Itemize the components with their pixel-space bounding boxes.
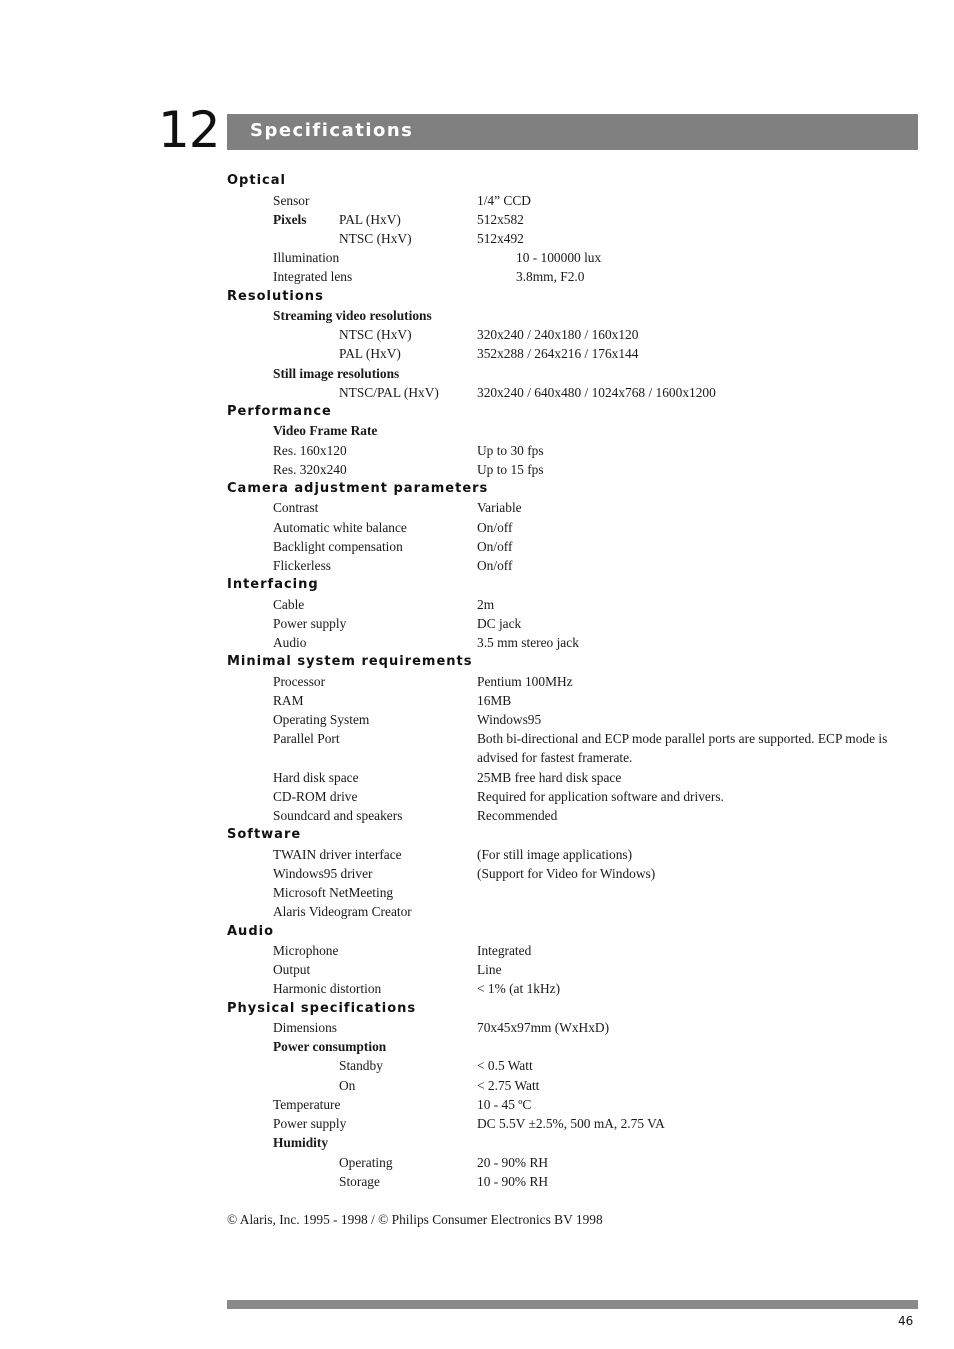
section-heading-physical: Physical specifications [227,1001,417,1016]
spec-label: Integrated lens [273,269,353,284]
spec-label: Hard disk space [273,770,359,785]
spec-value: advised for fastest framerate. [477,750,633,765]
spec-label: PAL (HxV) [339,346,401,361]
spec-sublabel: Power consumption [273,1039,387,1054]
spec-value: On/off [477,520,513,535]
section-heading-audio: Audio [227,924,275,939]
spec-label: Harmonic distortion [273,981,382,996]
spec-value: Variable [477,500,522,515]
spec-value: Line [477,962,502,977]
spec-label: TWAIN driver interface [273,847,402,862]
spec-value: Up to 30 fps [477,443,544,458]
chapter-title: Specifications [250,120,414,141]
spec-value: < 1% (at 1kHz) [477,981,561,996]
spec-value: 352x288 / 264x216 / 176x144 [477,346,639,361]
spec-value: On/off [477,558,513,573]
spec-sublabel: Humidity [273,1135,329,1150]
spec-value: 20 - 90% RH [477,1155,549,1170]
spec-label: Windows95 driver [273,866,373,881]
spec-label: Output [273,962,311,977]
spec-value: 320x240 / 240x180 / 160x120 [477,327,639,342]
spec-value: 70x45x97mm (WxHxD) [477,1020,610,1035]
spec-value: < 2.75 Watt [477,1078,540,1093]
spec-label: Flickerless [273,558,332,573]
spec-value: 320x240 / 640x480 / 1024x768 / 1600x1200 [477,385,716,400]
spec-label: NTSC (HxV) [339,231,412,246]
spec-value: Integrated [477,943,532,958]
spec-label: Operating [339,1155,393,1170]
spec-value: < 0.5 Watt [477,1058,533,1073]
spec-value: Up to 15 fps [477,462,544,477]
spec-label: Standby [339,1058,383,1073]
spec-value: 512x492 [477,231,524,246]
chapter-number: 12 [158,101,220,159]
spec-label: Cable [273,597,305,612]
spec-label: Res. 320x240 [273,462,347,477]
spec-label: Temperature [273,1097,341,1112]
spec-label: Microsoft NetMeeting [273,885,394,900]
spec-value: 10 - 100000 lux [516,250,602,265]
spec-label: Dimensions [273,1020,337,1035]
spec-value: Windows95 [477,712,542,727]
spec-label: Storage [339,1174,380,1189]
spec-label: Processor [273,674,326,689]
spec-value: Pentium 100MHz [477,674,573,689]
footer-bar [227,1300,918,1309]
section-heading-minimal: Minimal system requirements [227,654,473,669]
spec-sublabel: Pixels [273,212,307,227]
spec-label: Power supply [273,1116,347,1131]
spec-value: 25MB free hard disk space [477,770,622,785]
spec-value: 3.5 mm stereo jack [477,635,579,650]
spec-label: RAM [273,693,304,708]
spec-label: Parallel Port [273,731,340,746]
spec-value: On/off [477,539,513,554]
spec-value: Recommended [477,808,558,823]
spec-label: NTSC/PAL (HxV) [339,385,439,400]
spec-value: 512x582 [477,212,524,227]
section-heading-optical: Optical [227,173,286,188]
spec-value: 10 - 45 ºC [477,1097,532,1112]
copyright-notice: © Alaris, Inc. 1995 - 1998 / © Philips Consumer Electronics BV 1998 [227,1212,603,1227]
spec-label: Audio [273,635,307,650]
section-heading-resolutions: Resolutions [227,289,324,304]
spec-label: Sensor [273,193,310,208]
spec-label: Soundcard and speakers [273,808,403,823]
spec-label: On [339,1078,356,1093]
spec-value: Required for application software and drivers. [477,789,724,804]
spec-value: DC 5.5V ±2.5%, 500 mA, 2.75 VA [477,1116,665,1131]
spec-label: NTSC (HxV) [339,327,412,342]
spec-sublabel: Video Frame Rate [273,423,378,438]
spec-label: Microphone [273,943,339,958]
spec-label: Res. 160x120 [273,443,347,458]
spec-value: 1/4” CCD [477,193,531,208]
spec-label: CD-ROM drive [273,789,358,804]
spec-value: (Support for Video for Windows) [477,866,656,881]
spec-sublabel: Still image resolutions [273,366,400,381]
spec-label: Illumination [273,250,340,265]
spec-value: 3.8mm, F2.0 [516,269,585,284]
spec-value: Both bi-directional and ECP mode parallel ports are supported. ECP mode is [477,731,888,746]
spec-label: PAL (HxV) [339,212,401,227]
chapter-title-bar [227,114,918,150]
spec-label: Backlight compensation [273,539,403,554]
section-heading-performance: Performance [227,404,332,419]
spec-value: 2m [477,597,495,612]
spec-label: Operating System [273,712,370,727]
spec-label: Power supply [273,616,347,631]
spec-value: DC jack [477,616,522,631]
section-heading-interfacing: Interfacing [227,577,319,592]
page-number: 46 [898,1314,914,1328]
spec-label: Contrast [273,500,319,515]
spec-label: Automatic white balance [273,520,407,535]
section-heading-software: Software [227,827,302,842]
spec-label: Alaris Videogram Creator [273,904,412,919]
spec-value: 16MB [477,693,512,708]
spec-value: (For still image applications) [477,847,633,862]
section-heading-camera: Camera adjustment parameters [227,481,489,496]
spec-value: 10 - 90% RH [477,1174,549,1189]
spec-sublabel: Streaming video resolutions [273,308,432,323]
